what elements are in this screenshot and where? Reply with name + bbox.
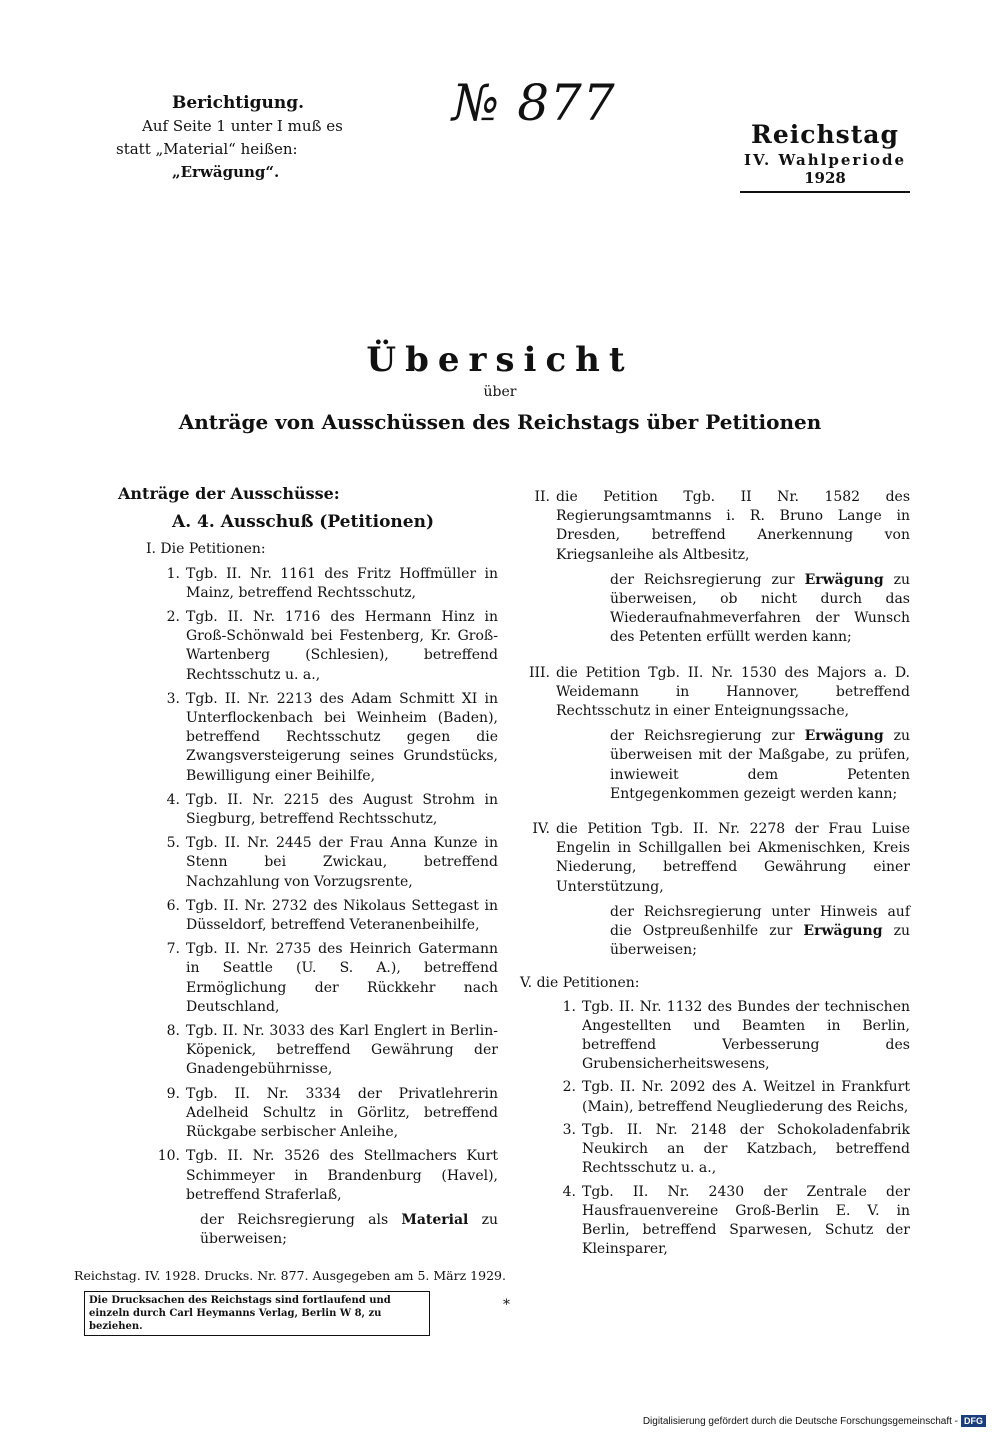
footer-box: Die Drucksachen des Reichstags sind fortlaufend und einzeln durch Carl Heymanns Verlag, Berlin W 8, zu beziehen. xyxy=(84,1291,430,1336)
item-text: Tgb. II. Nr. 1716 des Hermann Hinz in Groß-Schönwald bei Festenberg, Kr. Groß-Wartenberg (Schlesien), betreffend Rechtsschutz u. a., xyxy=(186,609,498,683)
list-item xyxy=(520,998,910,1075)
list-item xyxy=(118,690,498,786)
reichstag-year: 1928 xyxy=(804,169,846,187)
petition-list-right xyxy=(520,998,910,1260)
petition-list-left xyxy=(118,565,498,1205)
correction-title: Berichtigung. xyxy=(172,93,305,113)
item-text: Tgb. II. Nr. 2430 der Zentrale der Hausfrauenvereine Groß-Berlin E. V. in Berlin, betreffend Sparwesen, Schutz der Kleinsparer, xyxy=(582,1183,910,1258)
item-number: 8. xyxy=(166,1023,180,1040)
reichstag-period: IV. Wahlperiode xyxy=(743,151,906,169)
section-text: die Petition Tgb. II. Nr. 1530 des Majors a. D. Weidemann in Hannover, betreffend Rechtsschutz in einer Enteignungssache, xyxy=(556,664,910,720)
list-item xyxy=(118,1147,498,1205)
resolution-post: zu überweisen; xyxy=(610,923,910,959)
item-text: Tgb. II. Nr. 1161 des Fritz Hoffmüller in Mainz, betreffend Rechtsschutz, xyxy=(186,565,498,601)
section-entry xyxy=(520,488,910,565)
item-text: Tgb. II. Nr. 2215 des August Strohm in Siegburg, betreffend Rechtsschutz, xyxy=(186,791,498,828)
list-item xyxy=(520,1183,910,1260)
section-resolution xyxy=(610,727,910,804)
list-item xyxy=(118,940,498,1017)
resolution-pre: der Reichsregierung zur xyxy=(610,728,805,745)
item-text: Tgb. II. Nr. 3033 des Karl Englert in Berlin-Köpenick, betreffend Gewährung der Gnadengebührnisse, xyxy=(186,1023,498,1078)
dfg-logo: DFG xyxy=(961,1415,986,1427)
digitization-note xyxy=(643,1415,986,1427)
resolution-pre: der Reichsregierung zur xyxy=(610,571,805,588)
item-number: 3. xyxy=(166,690,180,707)
resolution-word: Material xyxy=(401,1211,469,1228)
footer-star: * xyxy=(503,1297,510,1313)
resolution-word: Erwägung xyxy=(804,728,884,745)
roman-V-heading: V. die Petitionen: xyxy=(520,975,640,992)
item-number: 2. xyxy=(562,1079,576,1096)
roman-numeral: IV. xyxy=(532,821,550,838)
resolution-pre: der Reichsregierung als xyxy=(200,1211,402,1228)
section-entry xyxy=(520,820,910,897)
list-item xyxy=(118,897,498,935)
item-number: 4. xyxy=(562,1183,576,1200)
petition-section xyxy=(520,488,910,648)
section-text: die Petition Tgb. II Nr. 1582 des Regierungsamtmanns i. R. Bruno Lange in Dresden, betreffend Anerkennung von Kriegsanleihe als Altbesitz, xyxy=(556,489,910,563)
item-number: 9. xyxy=(166,1085,180,1102)
item-number: 10. xyxy=(157,1148,180,1165)
section-heading: Anträge der Ausschüsse: xyxy=(118,484,340,503)
resolution-word: Erwägung xyxy=(803,923,883,940)
reichstag-header xyxy=(740,120,910,193)
document-number: № 877 xyxy=(452,74,616,132)
item-text: Tgb. II. Nr. 3334 der Privatlehrerin Adelheid Schultz in Görlitz, betreffend Rückgabe serbischer Anleihe, xyxy=(186,1085,498,1141)
right-column xyxy=(520,484,910,1259)
item-text: Tgb. II. Nr. 2213 des Adam Schmitt XI in Unterflockenbach bei Weinheim (Baden), betreffend Rechtsschutz gegen die Zwangsversteigerung seines Grundstücks, Bewilligung einer Beihilfe, xyxy=(186,690,498,784)
correction-line-2: statt „Material“ heißen: xyxy=(116,140,298,158)
subtitle: Anträge von Ausschüssen des Reichstags über Petitionen xyxy=(178,410,822,434)
item-number: 2. xyxy=(166,609,180,626)
list-item xyxy=(118,1085,498,1143)
petition-sections-right xyxy=(520,488,910,960)
list-item xyxy=(520,1078,910,1116)
list-item xyxy=(118,608,498,685)
reichstag-name: Reichstag xyxy=(751,120,899,149)
section-resolution xyxy=(610,903,910,961)
item-text: Tgb. II. Nr. 2148 der Schokoladenfabrik Neukirch an der Katzbach, betreffend Rechtsschutz u. a., xyxy=(582,1121,910,1177)
roman-numeral: II. xyxy=(534,489,550,505)
resolution-post: zu überweisen, ob nicht durch das Wiederaufnahmeverfahren der Wunsch des Petenten erfüllt werden kann; xyxy=(610,571,910,646)
item-number: 1. xyxy=(166,565,180,582)
item-number: 5. xyxy=(166,835,180,852)
subtitle-uber: über xyxy=(483,384,517,400)
footer xyxy=(70,1268,510,1336)
item-text: Tgb. II. Nr. 2732 des Nikolaus Settegast in Düsseldorf, betreffend Veteranenbeihilfe, xyxy=(186,897,498,934)
list-item xyxy=(118,1022,498,1080)
list-item xyxy=(118,791,498,829)
section-text: die Petition Tgb. II. Nr. 2278 der Frau Luise Engelin in Schillgallen bei Akmenischken, Kreis Niederung, betreffend Gewährung einer Unterstützung, xyxy=(556,821,910,895)
item-number: 4. xyxy=(166,791,180,808)
correction-line-1: Auf Seite 1 unter I muß es xyxy=(142,117,343,135)
page-title: Übersicht xyxy=(366,340,634,380)
roman-I-heading: I. Die Petitionen: xyxy=(146,541,266,558)
section-entry xyxy=(520,664,910,722)
header-rule xyxy=(740,191,910,193)
committee-heading: A. 4. Ausschuß (Petitionen) xyxy=(172,512,435,533)
list-item xyxy=(118,565,498,603)
footer-line: Reichstag. IV. 1928. Drucks. Nr. 877. Ausgegeben am 5. März 1929. xyxy=(74,1268,506,1283)
item-number: 3. xyxy=(562,1121,576,1138)
item-text: Tgb. II. Nr. 2735 des Heinrich Gatermann in Seattle (U. S. A.), betreffend Ermöglichung der Rückkehr nach Deutschland, xyxy=(186,941,498,1015)
roman-numeral: III. xyxy=(528,664,550,681)
left-column xyxy=(118,484,498,1249)
digitization-text: Digitalisierung gefördert durch die Deutsche Forschungsgemeinschaft - xyxy=(642,1415,958,1427)
item-number: 1. xyxy=(562,998,576,1015)
correction-word: „Erwägung“. xyxy=(172,163,280,181)
resolution-pre: der Reichsregierung unter Hinweis auf die Ostpreußenhilfe zur xyxy=(610,903,910,940)
resolution-post: zu überweisen mit der Maßgabe, zu prüfen, inwieweit dem Petenten Entgegenkommen gezeigt werden kann; xyxy=(610,728,910,802)
item-text: Tgb. II. Nr. 3526 des Stellmachers Kurt Schimmeyer in Brandenburg (Havel), betreffend Straferlaß, xyxy=(186,1148,498,1203)
petition-section xyxy=(520,664,910,804)
item-number: 6. xyxy=(166,897,180,914)
list-item xyxy=(118,834,498,892)
item-text: Tgb. II. Nr. 2092 des A. Weitzel in Frankfurt (Main), betreffend Neugliederung des Reichs, xyxy=(582,1079,910,1115)
resolution-material xyxy=(200,1211,498,1249)
item-text: Tgb. II. Nr. 1132 des Bundes der technischen Angestellten und Beamten in Berlin, betreffend Verbesserung des Grubensicherheitswesens, xyxy=(582,998,910,1073)
item-number: 7. xyxy=(166,941,180,958)
correction-notice xyxy=(116,92,400,184)
item-text: Tgb. II. Nr. 2445 der Frau Anna Kunze in Stenn bei Zwickau, betreffend Nachzahlung von Vorzugsrente, xyxy=(186,835,498,890)
section-resolution xyxy=(610,571,910,648)
resolution-word: Erwägung xyxy=(804,571,884,588)
resolution-post: zu überweisen; xyxy=(200,1211,498,1248)
list-item xyxy=(520,1121,910,1179)
petition-section xyxy=(520,820,910,960)
